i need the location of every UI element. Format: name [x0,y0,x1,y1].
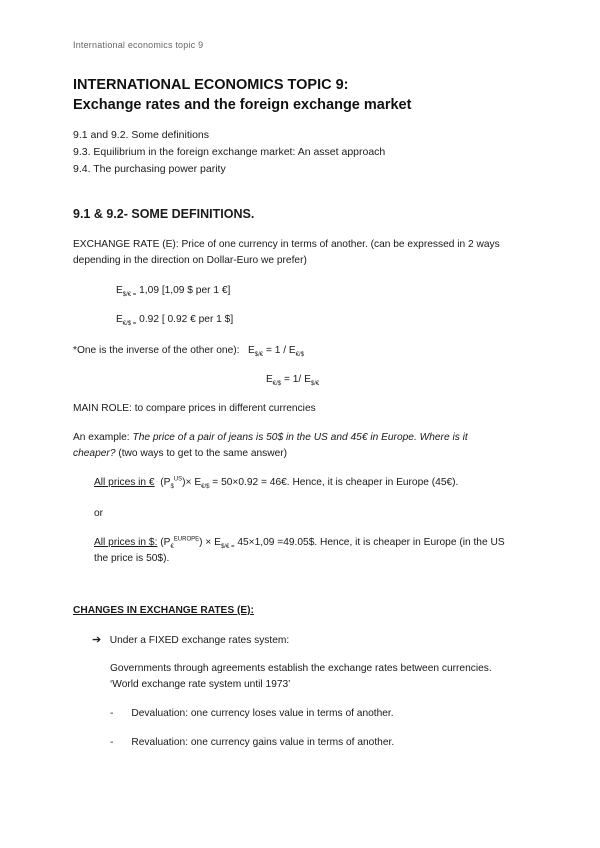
fixed-system-item: ➔ Under a FIXED exchange rates system: [92,634,290,646]
dollar-comparison-line-1: All prices in $: $(P_€^{EUROPE}) \times E_{\$/€ =}$ 45×1,09 =49.05$. Hence, it is cheaper in Europe (in the US [94,536,505,551]
bullet-revaluation: - Revaluation: one currency gains value in terms of another. [110,737,395,748]
section-heading-definitions: 9.1 & 9.2- SOME DEFINITIONS. [73,207,255,221]
title-line-2: Exchange rates and the foreign exchange market [73,97,412,113]
formula-e-euro-dollar: $E_{€/\$ =}$ 0.92 [ 0.92 € per 1 $] [116,314,234,328]
changes-heading: CHANGES IN EXCHANGE RATES (E): [73,605,254,616]
toc-item: 9.1 and 9.2. Some definitions [73,129,210,141]
formula-e-dollar-euro: $E_{\$/€ =}$ 1,09 [1,09 $ per 1 €] [116,285,231,299]
toc-item: 9.4. The purchasing power parity [73,163,226,175]
exchange-rate-definition-line-1: EXCHANGE RATE (E): Price of one currency in terms of another. (can be expressed in 2 ways [73,239,500,250]
inverse-note: *One is the inverse of the other one): $E_{\$/€} = 1 / E_{€/\$}$ [73,345,305,359]
title-line-1: INTERNATIONAL ECONOMICS TOPIC 9: [73,77,349,93]
exchange-rate-definition-line-2: depending in the direction on Dollar-Euro we prefer) [73,255,307,266]
inverse-formula-2: $E_{€/\$} = 1/$ $E_{\$/€}$ [266,374,320,388]
arrow-icon: ➔ [92,634,102,646]
toc-item: 9.3. Equilibrium in the foreign exchange market: An asset approach [73,146,386,158]
example-line-2: cheaper? (two ways to get to the same answer) [73,448,288,459]
euro-comparison: All prices in € $(P_{\$}^{US})\times E_{€/\$} = 50\times 0.92$ = 46€. Hence, it is cheaper in Europe (45€). [94,476,459,491]
governments-line-1: Governments through agreements establish the exchange rates between currencies. [110,663,492,674]
governments-line-2: ‘World exchange rate system until 1973’ [110,679,291,690]
main-role: MAIN ROLE: to compare prices in different currencies [73,403,316,414]
running-header: International economics topic 9 [73,40,204,50]
dollar-comparison-line-2: the price is 50$). [94,553,170,564]
or-text: or [94,508,104,519]
example-line-1: An example: The price of a pair of jeans is 50$ in the US and 45€ in Europe. Where is it [73,432,468,443]
bullet-devaluation: - Devaluation: one currency loses value in terms of another. [110,708,394,719]
